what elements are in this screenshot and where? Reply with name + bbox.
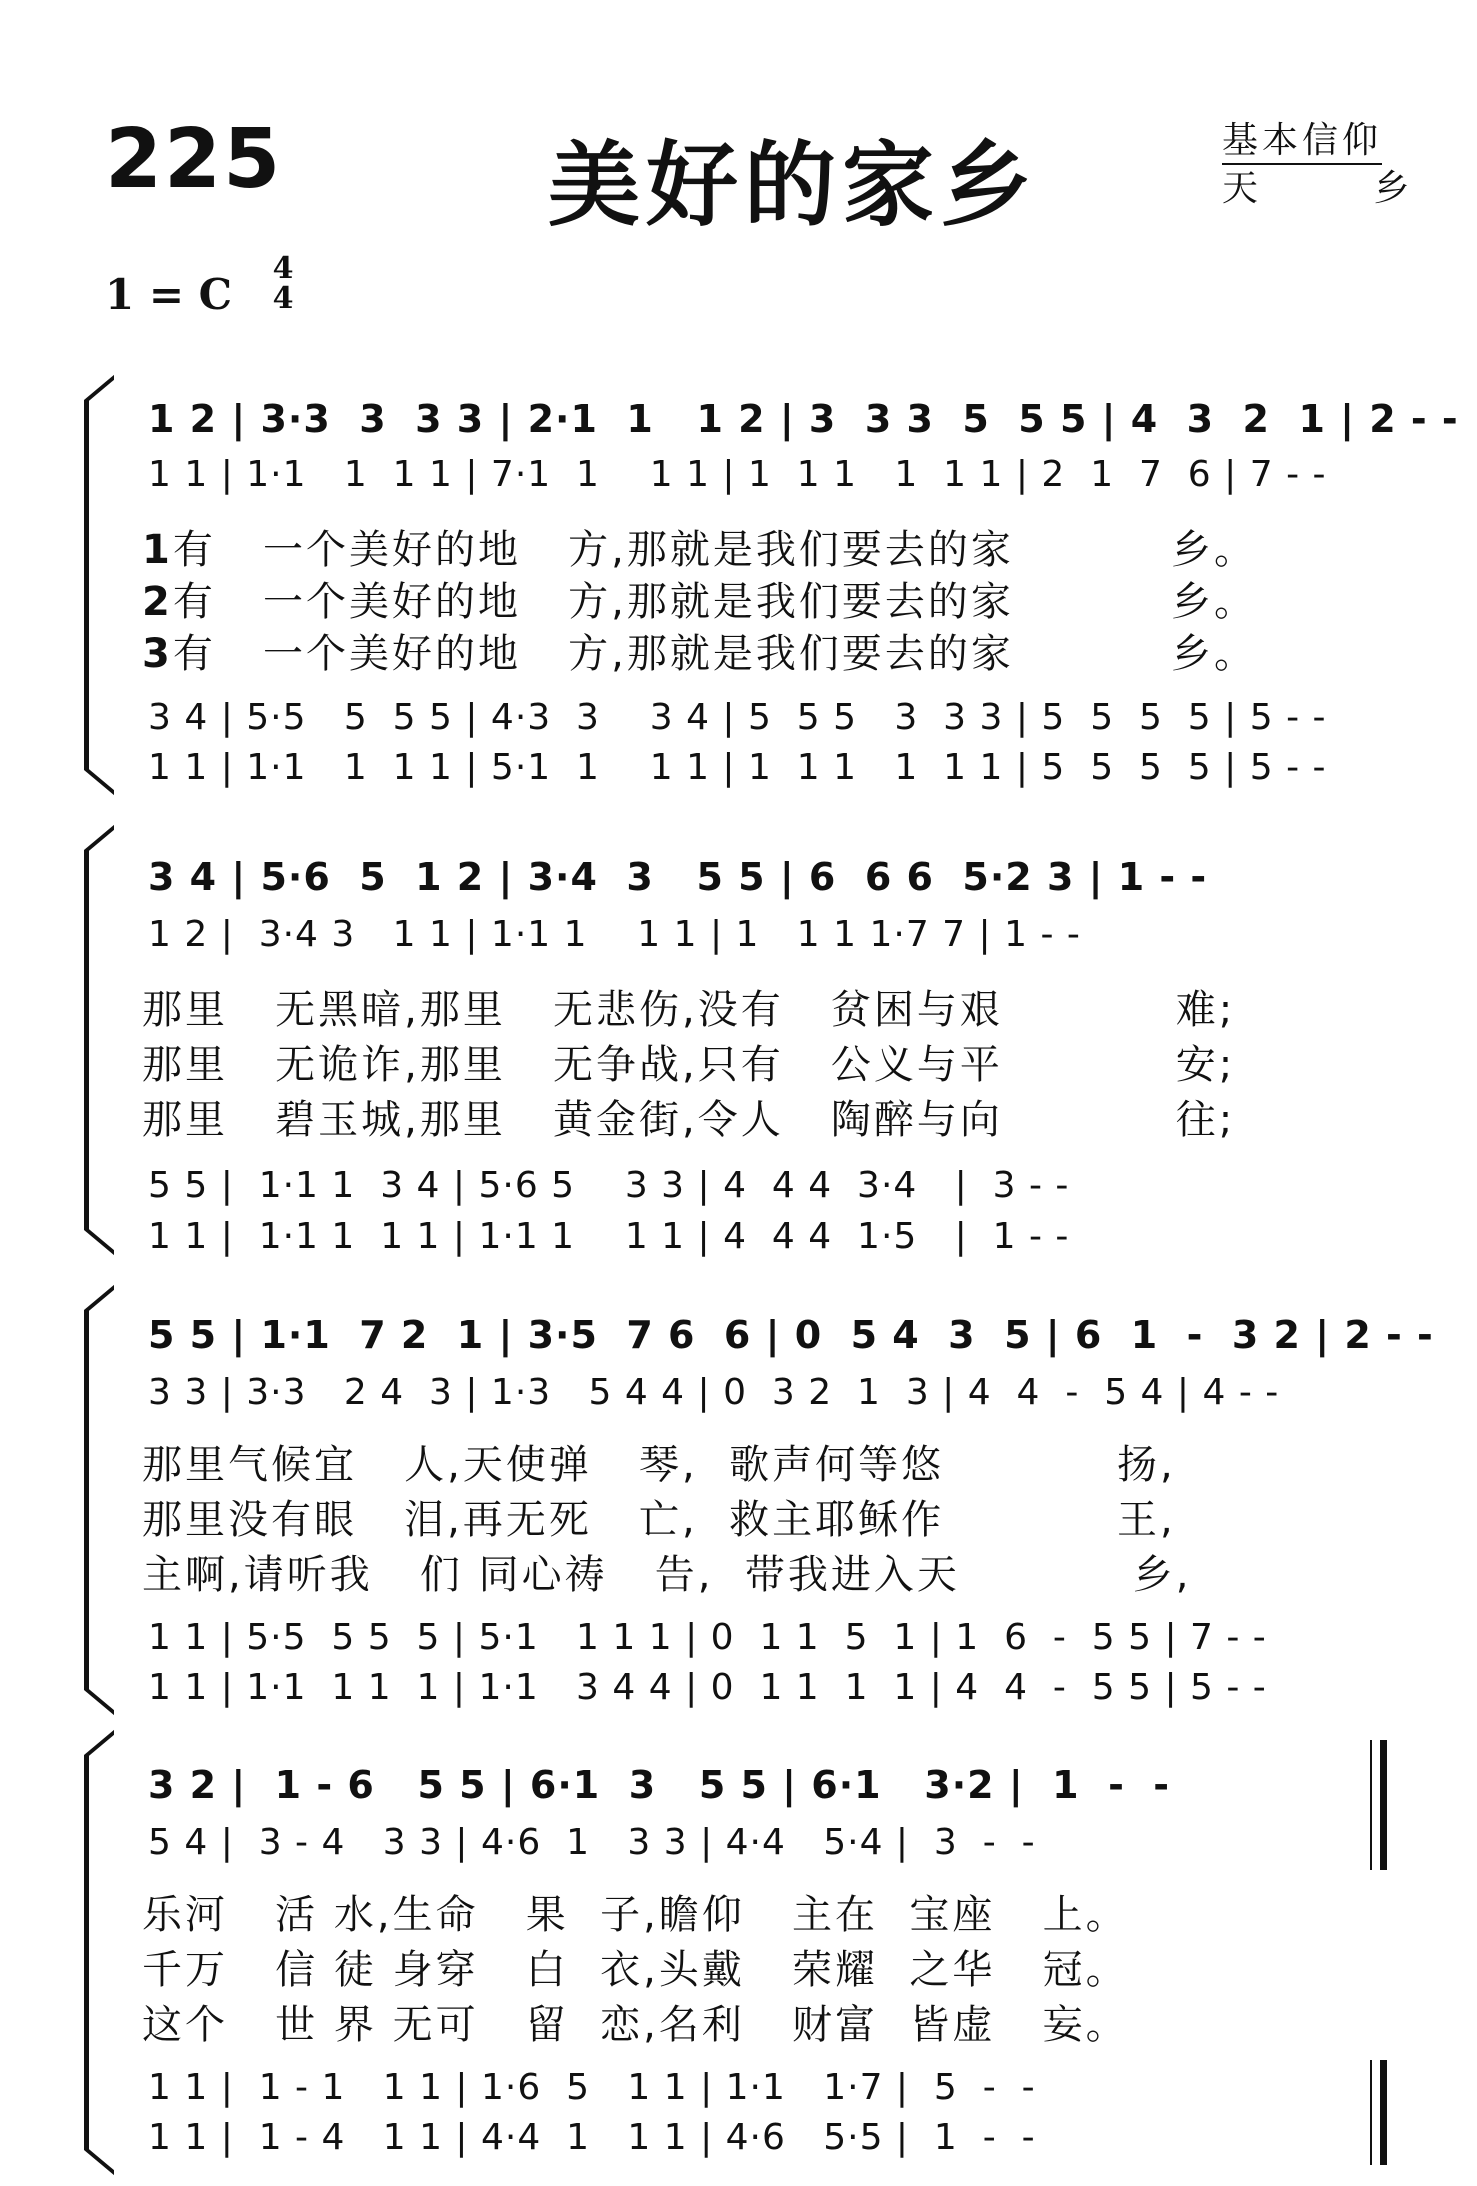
lyric-line-3: 这个 世 界 无可 留 恋,名利 财富 皆虚 妄。	[142, 2002, 1129, 2048]
lyric-line-2: 2有 一个美好的地 方,那就是我们要去的家 乡。	[142, 579, 1257, 625]
final-barline-thick	[1380, 2060, 1387, 2165]
system-brace	[84, 1310, 89, 1690]
alto-staff: 3 3 | 3·3 2 4 3 | 1·3 5 4 4 | 0 3 2 1 3 | 4 4 - 5 4 | 4 - -	[148, 1372, 1280, 1413]
score-system-2	[0, 830, 1477, 1257]
lyric-line-3: 3有 一个美好的地 方,那就是我们要去的家 乡。	[142, 631, 1257, 677]
lyric-line-3: 那里 碧玉城,那里 黄金街,令人 陶醉与向 往;	[142, 1097, 1236, 1143]
tenor-staff: 5 5 | 1·1 1 3 4 | 5·6 5 3 3 | 4 4 4 3·4 | 3 - -	[148, 1165, 1070, 1206]
score-system-4	[0, 1740, 1477, 2170]
final-barline-thin	[1370, 2060, 1372, 2165]
system-brace	[84, 1755, 89, 2150]
tenor-staff: 3 4 | 5·5 5 5 5 | 4·3 3 3 4 | 5 5 5 3 3 3 | 5 5 5 5 | 5 - -	[148, 697, 1327, 738]
key-signature: 1 = C	[105, 270, 233, 319]
system-brace	[84, 850, 89, 1230]
lyric-line-2: 千万 信 徒 身穿 白 衣,头戴 荣耀 之华 冠。	[142, 1947, 1129, 1993]
final-barline-thin	[1370, 1740, 1372, 1870]
hymn-title: 美好的家乡	[548, 131, 1039, 239]
alto-staff: 1 1 | 1·1 1 1 1 | 7·1 1 1 1 | 1 1 1 1 1 1 | 2 1 7 6 | 7 - -	[148, 454, 1327, 495]
bass-staff: 1 1 | 1·1 1 1 1 | 1·1 3 4 4 | 0 1 1 1 1 | 4 4 - 5 5 | 5 - -	[148, 1667, 1267, 1708]
alto-staff: 1 2 | 3·4 3 1 1 | 1·1 1 1 1 | 1 1 1 1·7 7 | 1 - -	[148, 914, 1081, 955]
bass-staff: 1 1 | 1·1 1 1 1 | 5·1 1 1 1 | 1 1 1 1 1 1 | 5 5 5 5 | 5 - -	[148, 747, 1327, 788]
lyric-line-1: 乐河 活 水,生命 果 子,瞻仰 主在 宝座 上。	[142, 1892, 1129, 1938]
hymn-category: 基本信仰	[1222, 112, 1382, 165]
score-system-3	[0, 1290, 1477, 1710]
hymn-number: 225	[105, 112, 283, 207]
lyric-line-3: 主啊,请听我 们 同心祷 告, 带我进入天 乡,	[142, 1552, 1192, 1598]
lyric-line-1: 那里气候宜 人,天使弹 琴, 歌声何等悠 扬,	[142, 1442, 1176, 1488]
melody-staff: 3 4 | 5·6 5 1 2 | 3·4 3 5 5 | 6 6 6 5·2 3 | 1 - -	[148, 855, 1208, 899]
lyric-line-1: 那里 无黑暗,那里 无悲伤,没有 贫困与艰 难;	[142, 987, 1236, 1033]
lyric-line-2: 那里 无诡诈,那里 无争战,只有 公义与平 安;	[142, 1042, 1236, 1088]
final-barline-thick	[1380, 1740, 1387, 1870]
time-signature-top: 4	[272, 251, 294, 286]
tenor-staff: 1 1 | 5·5 5 5 5 | 5·1 1 1 1 | 0 1 1 5 1 | 1 6 - 5 5 | 7 - -	[148, 1617, 1267, 1658]
melody-staff: 1 2 | 3·3 3 3 3 | 2·1 1 1 2 | 3 3 3 5 5 5 | 4 3 2 1 | 2 - -	[148, 397, 1459, 441]
alto-staff: 5 4 | 3 - 4 3 3 | 4·6 1 3 3 | 4·4 5·4 | 3 - -	[148, 1822, 1036, 1863]
melody-staff: 5 5 | 1·1 7 2 1 | 3·5 7 6 6 | 0 5 4 3 5 | 6 1 - 3 2 | 2 - -	[148, 1313, 1434, 1357]
lyric-line-2: 那里没有眼 泪,再无死 亡, 救主耶稣作 王,	[142, 1497, 1176, 1543]
bass-staff: 1 1 | 1·1 1 1 1 | 1·1 1 1 1 | 4 4 4 1·5 | 1 - -	[148, 1216, 1070, 1257]
tenor-staff: 1 1 | 1 - 1 1 1 | 1·6 5 1 1 | 1·1 1·7 | 5 - -	[148, 2067, 1036, 2108]
hymn-author: 天 乡	[1222, 168, 1462, 209]
melody-staff: 3 2 | 1 - 6 5 5 | 6·1 3 5 5 | 6·1 3·2 | 1 - -	[148, 1763, 1171, 1807]
lyric-line-1: 1有 一个美好的地 方,那就是我们要去的家 乡。	[142, 527, 1257, 573]
time-signature-bottom: 4	[272, 281, 294, 316]
time-signature	[268, 251, 298, 316]
system-brace	[84, 400, 89, 770]
bass-staff: 1 1 | 1 - 4 1 1 | 4·4 1 1 1 | 4·6 5·5 | 1 - -	[148, 2117, 1036, 2158]
score-system-1	[0, 370, 1477, 790]
